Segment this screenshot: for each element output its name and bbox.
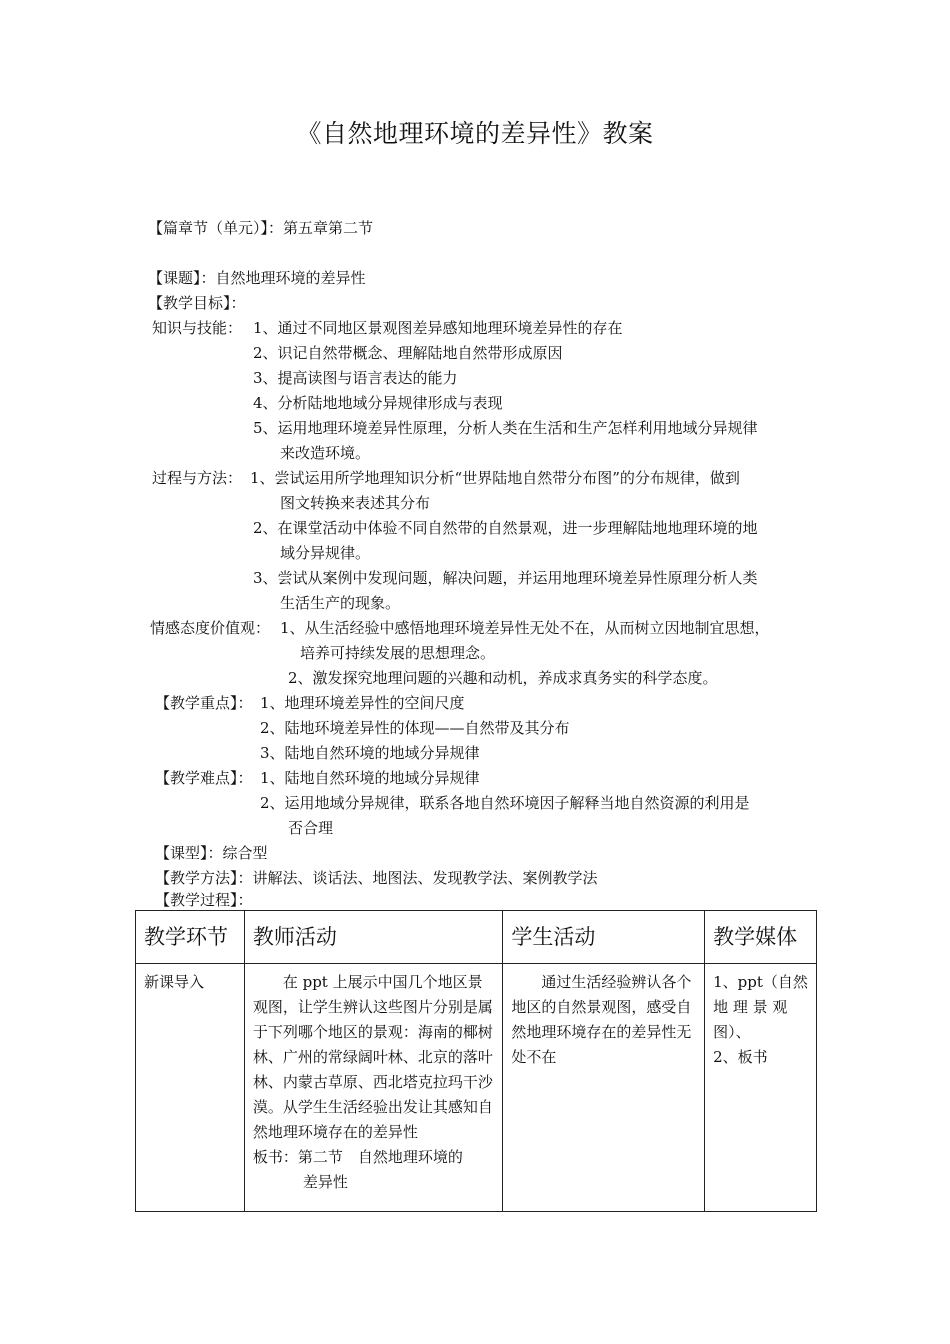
chapter-value: 第五章第二节 bbox=[283, 219, 374, 237]
attitude-item-1-cont: 培养可持续发展的思想理念。 bbox=[300, 644, 496, 662]
lesson-table bbox=[135, 910, 817, 1212]
knowledge-label: 知识与技能： bbox=[152, 319, 243, 337]
key-point-1: 1、地理环境差异性的空间尺度 bbox=[260, 694, 465, 712]
header-media: 教学媒体 bbox=[705, 911, 817, 964]
process-item-3: 3、尝试从案例中发现问题，解决问题，并运用地理环境差异性原理分析人类 bbox=[253, 569, 758, 587]
topic-value: 自然地理环境的差异性 bbox=[215, 269, 366, 287]
difficulty-1: 1、陆地自然环境的地域分异规律 bbox=[260, 769, 480, 787]
table-row bbox=[136, 964, 817, 1212]
topic-line bbox=[148, 268, 366, 288]
header-teacher: 教师活动 bbox=[244, 911, 503, 964]
process-steps-label: 【教学过程】： bbox=[155, 891, 253, 909]
media-item-2: 2、板书 bbox=[713, 1048, 768, 1066]
knowledge-item-2: 2、识记自然带概念、理解陆地自然带形成原因 bbox=[253, 344, 563, 362]
difficulties-label: 【教学难点】： bbox=[155, 769, 253, 787]
teacher-board-line-1: 板书：第二节 自然地理环境的 bbox=[252, 1148, 463, 1166]
process-label: 过程与方法： bbox=[152, 469, 243, 487]
chapter-line bbox=[148, 218, 373, 238]
teacher-activity-text: 在 ppt 上展示中国几个地区景观图，让学生辨认这些图片分别是属于下列哪个地区的景观：海南的椰树林、广州的常绿阔叶林、北京的落叶林、内蒙古草原、西北塔克拉玛干沙漠。从学生生活经验出发让其感知自然地理环境存在的差异性 bbox=[252, 973, 493, 1141]
teacher-board-line-2: 差异性 bbox=[302, 1173, 348, 1191]
attitude-label: 情感态度价值观： bbox=[150, 619, 271, 637]
table-header-row bbox=[136, 911, 817, 964]
knowledge-item-4: 4、分析陆地地域分异规律形成与表现 bbox=[253, 394, 503, 412]
difficulty-2-cont: 否合理 bbox=[288, 819, 334, 837]
knowledge-item-5-cont: 来改造环境。 bbox=[280, 444, 371, 462]
header-stage: 教学环节 bbox=[136, 911, 245, 964]
knowledge-item-5: 5、运用地理环境差异性原理，分析人类在生活和生产怎样利用地域分异规律 bbox=[253, 419, 758, 437]
cell-student: 通过生活经验辨认各个地区的自然景观图，感受自然地理环境存在的差异性无处不在 bbox=[503, 964, 705, 1212]
process-item-2: 2、在课堂活动中体验不同自然带的自然景观，进一步理解陆地地理环境的地 bbox=[253, 519, 758, 537]
knowledge-item-3: 3、提高读图与语言表达的能力 bbox=[253, 369, 458, 387]
chapter-label: 【篇章节（单元）】： bbox=[148, 219, 284, 237]
lesson-type-line bbox=[155, 843, 268, 863]
goals-label: 【教学目标】： bbox=[148, 294, 246, 312]
difficulty-2: 2、运用地域分异规律，联系各地自然环境因子解释当地自然资源的利用是 bbox=[260, 794, 750, 812]
cell-teacher bbox=[244, 964, 503, 1212]
cell-media bbox=[705, 964, 817, 1212]
cell-stage: 新课导入 bbox=[136, 964, 245, 1212]
methods-line bbox=[155, 868, 598, 888]
header-student: 学生活动 bbox=[503, 911, 705, 964]
process-item-1: 1、尝试运用所学地理知识分析“世界陆地自然带分布图”的分布规律，做到 bbox=[250, 469, 740, 487]
process-item-2-cont: 域分异规律。 bbox=[280, 544, 371, 562]
key-points-label: 【教学重点】： bbox=[155, 694, 253, 712]
lesson-type-label: 【课型】： bbox=[155, 844, 223, 862]
attitude-item-1: 1、从生活经验中感悟地理环境差异性无处不在，从而树立因地制宜思想， bbox=[280, 619, 770, 637]
key-point-2: 2、陆地环境差异性的体现——自然带及其分布 bbox=[260, 719, 570, 737]
media-item-1: 1、ppt（自然地 理 景 观图）、 bbox=[713, 973, 808, 1041]
topic-label: 【课题】： bbox=[148, 269, 216, 287]
attitude-item-2: 2、激发探究地理问题的兴趣和动机，养成求真务实的科学态度。 bbox=[288, 669, 718, 687]
knowledge-item-1: 1、通过不同地区景观图差异感知地理环境差异性的存在 bbox=[253, 319, 623, 337]
document-title: 《自然地理环境的差异性》教案 bbox=[296, 119, 654, 148]
key-point-3: 3、陆地自然环境的地域分异规律 bbox=[260, 744, 480, 762]
process-item-3-cont: 生活生产的现象。 bbox=[280, 594, 401, 612]
methods-label: 【教学方法】： bbox=[155, 869, 253, 887]
lesson-type-value: 综合型 bbox=[222, 844, 268, 862]
process-item-1-cont: 图文转换来表述其分布 bbox=[280, 494, 431, 512]
methods-value: 讲解法、谈话法、地图法、发现教学法、案例教学法 bbox=[252, 869, 598, 887]
